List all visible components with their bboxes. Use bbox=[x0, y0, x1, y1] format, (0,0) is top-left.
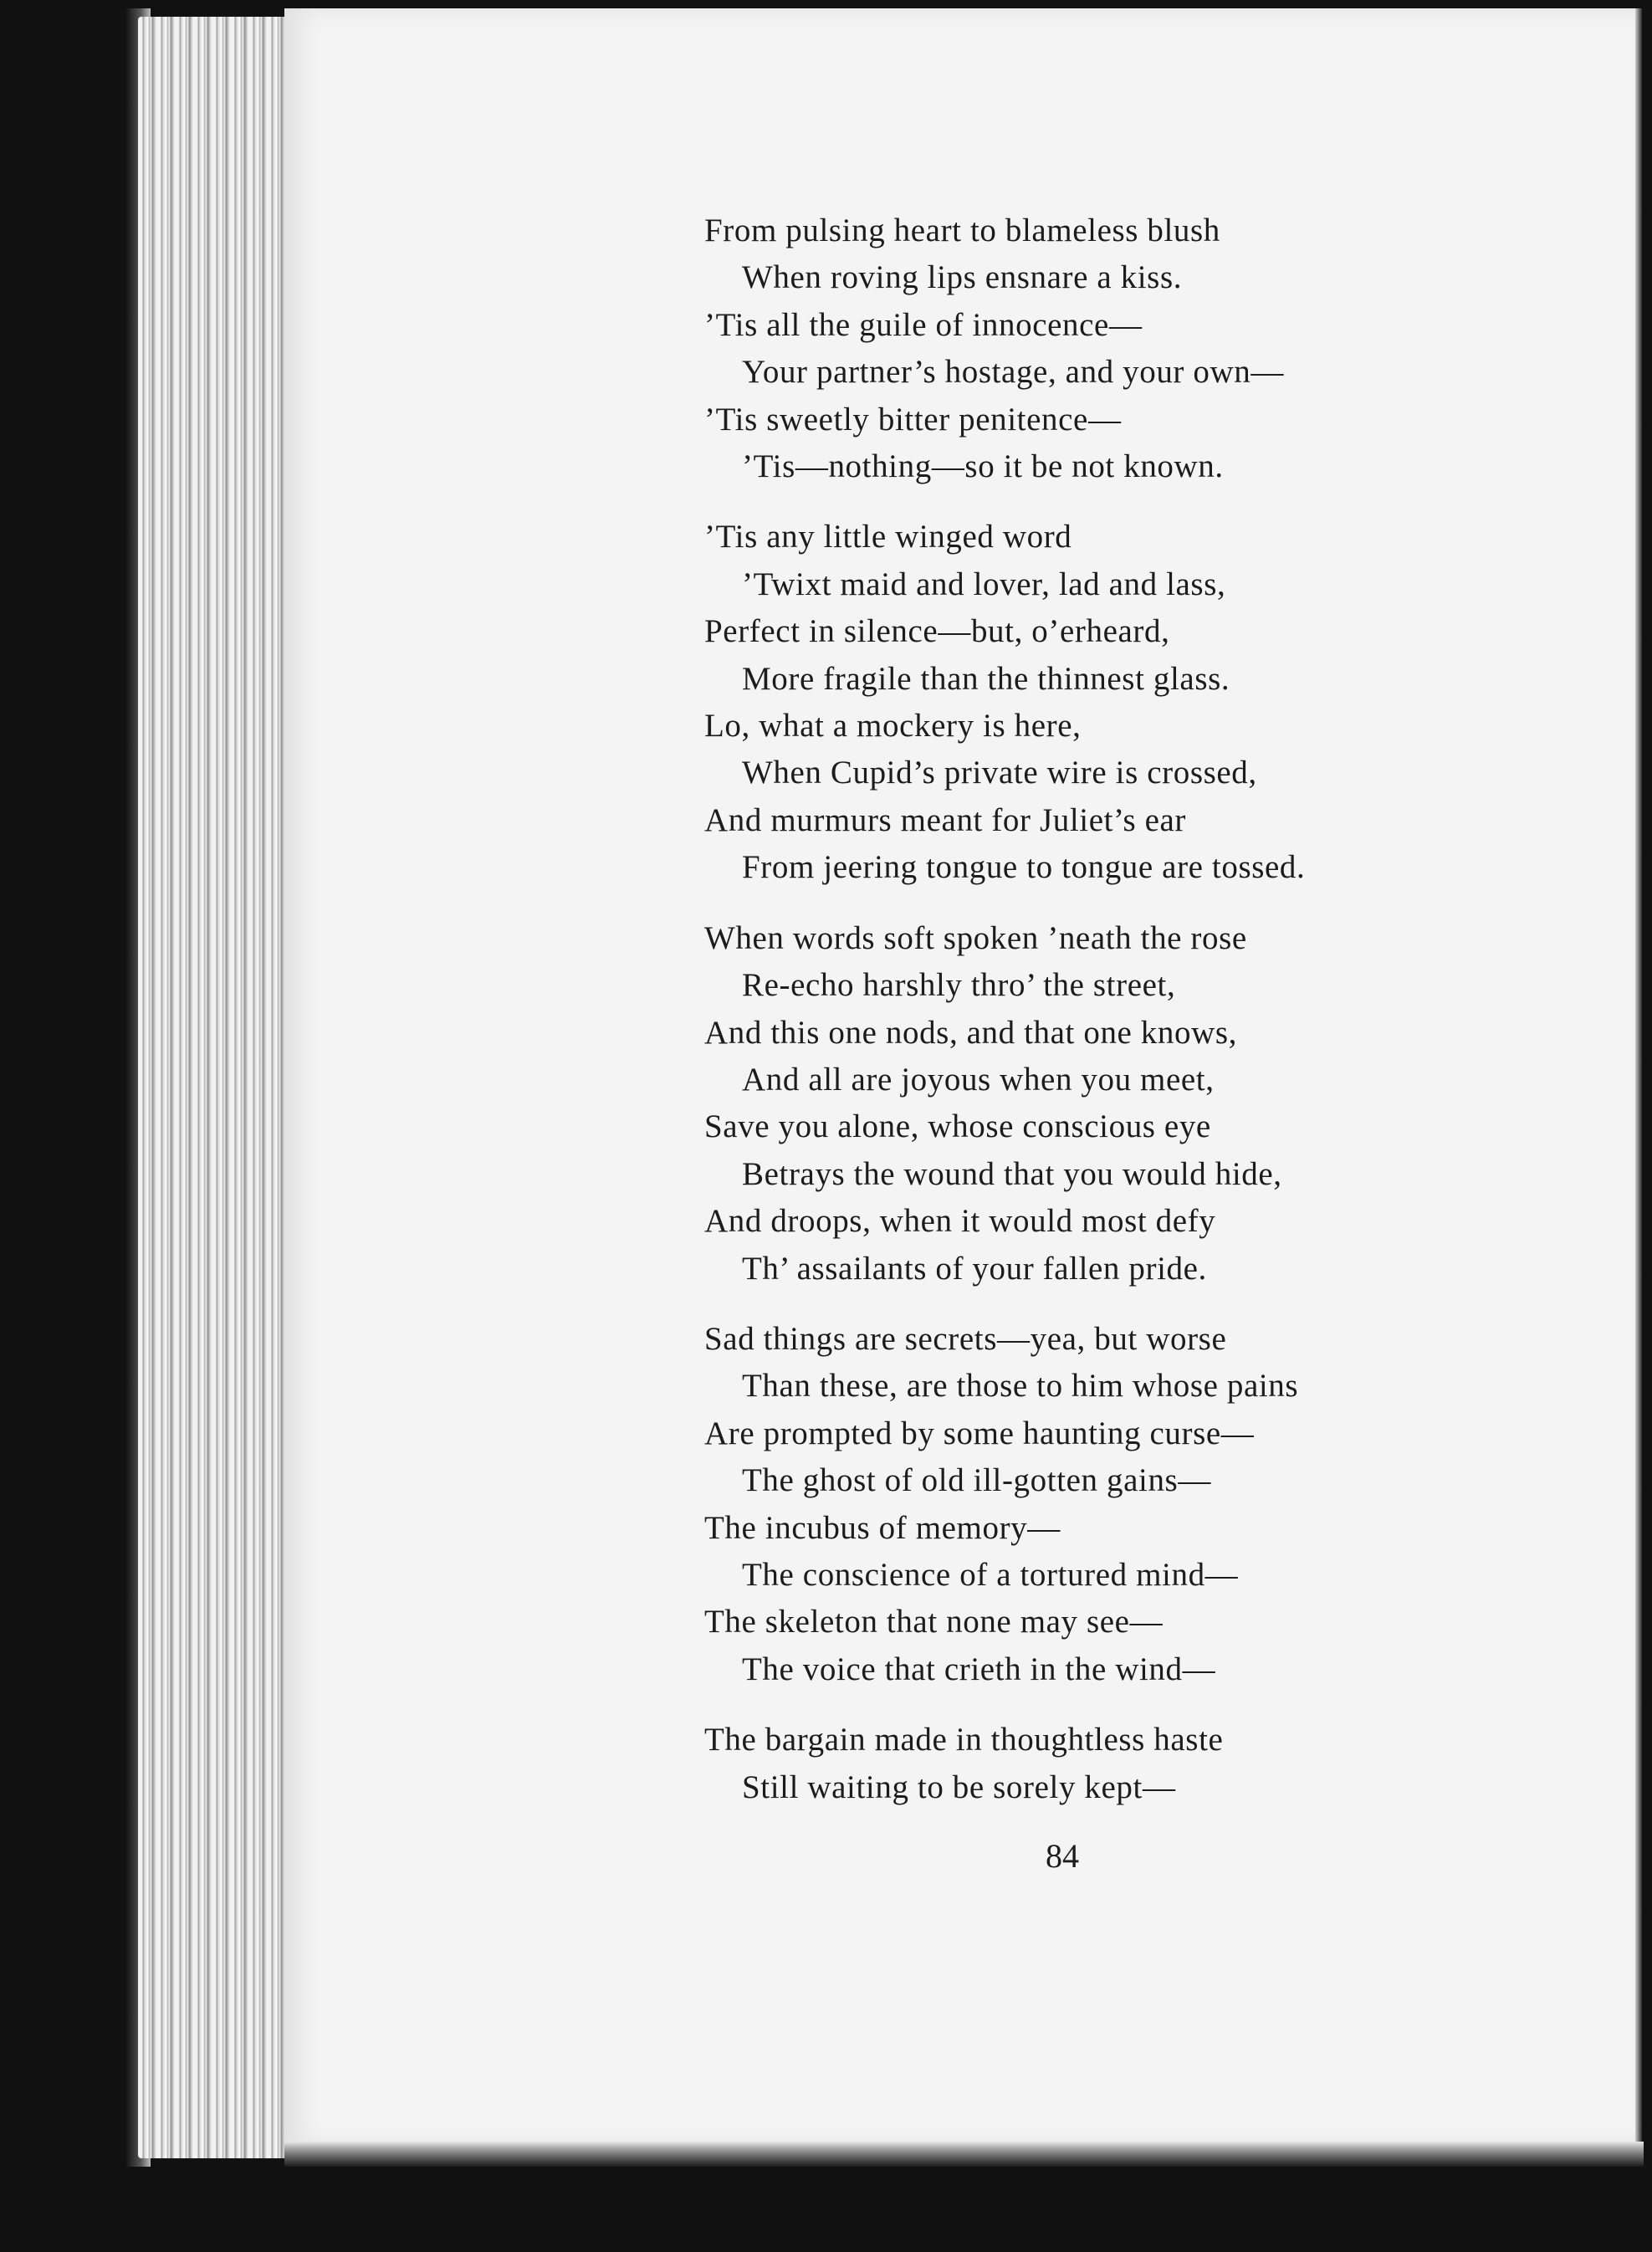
poem-line: And murmurs meant for Juliet’s ear bbox=[704, 801, 1187, 838]
stanza bbox=[704, 207, 1624, 490]
poem-line: ’Twixt maid and lover, lad and lass, bbox=[742, 566, 1226, 602]
poem-line: ’Tis any little winged word bbox=[704, 519, 1072, 555]
stanza bbox=[704, 1316, 1624, 1693]
poem-line: Re-echo harshly thro’ the street, bbox=[742, 967, 1176, 1004]
poem-line: From jeering tongue to tongue are tossed. bbox=[742, 849, 1306, 886]
poem-line: When Cupid’s private wire is crossed, bbox=[742, 755, 1257, 791]
poem-line: More fragile than the thinnest glass. bbox=[742, 660, 1230, 697]
poem-line: And this one nods, and that one knows, bbox=[704, 1014, 1237, 1051]
poem-line: Perfect in silence—but, o’erheard, bbox=[704, 613, 1170, 650]
poem-line: ’Tis sweetly bitter penitence— bbox=[704, 401, 1122, 438]
poem-line: When roving lips ensnare a kiss. bbox=[742, 259, 1183, 296]
page-bottom-edge bbox=[284, 2142, 1644, 2167]
poem-line: Lo, what a mockery is here, bbox=[704, 708, 1082, 745]
stanza bbox=[704, 514, 1624, 891]
poem-line: And all are joyous when you meet, bbox=[742, 1061, 1215, 1098]
poem-line: The ghost of old ill-gotten gains— bbox=[742, 1462, 1211, 1499]
poem-line: The incubus of memory— bbox=[704, 1509, 1061, 1546]
poem-line: Still waiting to be sorely kept— bbox=[742, 1768, 1176, 1805]
poem-line: Sad things are secrets—yea, but worse bbox=[704, 1320, 1227, 1357]
poem-line: ’Tis all the guile of innocence— bbox=[704, 306, 1143, 343]
poem-line: Save you alone, whose conscious eye bbox=[704, 1108, 1211, 1145]
poem-line: Betrays the wound that you would hide, bbox=[742, 1155, 1282, 1192]
poem-line: And droops, when it would most defy bbox=[704, 1203, 1216, 1240]
poem-line: When words soft spoken ’neath the rose bbox=[704, 919, 1247, 956]
page-right-edge bbox=[1635, 8, 1642, 2146]
poem-line: The voice that crieth in the wind— bbox=[742, 1651, 1216, 1687]
poem-line: The bargain made in thoughtless haste bbox=[704, 1722, 1224, 1758]
poem-line: Than these, are those to him whose pains bbox=[742, 1368, 1299, 1405]
poem-line: From pulsing heart to blameless blush bbox=[704, 212, 1220, 248]
poem-line: The skeleton that none may see— bbox=[704, 1604, 1164, 1640]
stacked-page-edges bbox=[138, 17, 305, 2158]
page-number: 84 bbox=[1046, 1837, 1079, 1875]
poem-line: Your partner’s hostage, and your own— bbox=[742, 354, 1284, 391]
poem-line: Th’ assailants of your fallen pride. bbox=[742, 1250, 1207, 1287]
poem-line: ’Tis—nothing—so it be not known. bbox=[742, 448, 1224, 485]
poem-text bbox=[704, 207, 1624, 1835]
poem-line: Are prompted by some haunting curse— bbox=[704, 1415, 1255, 1451]
stanza bbox=[704, 1717, 1624, 1811]
poem-line: The conscience of a tortured mind— bbox=[742, 1556, 1239, 1593]
stanza bbox=[704, 915, 1624, 1292]
